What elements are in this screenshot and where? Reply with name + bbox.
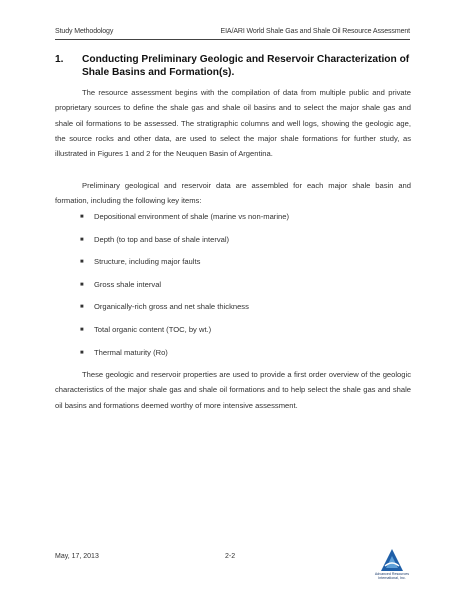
header-rule — [55, 39, 410, 40]
bullet-icon: ■ — [80, 326, 84, 333]
list-item-text: Depth (to top and base of shale interval) — [94, 234, 230, 244]
section-number: 1. — [55, 54, 64, 65]
bullet-icon: ■ — [80, 304, 84, 311]
list-item — [80, 256, 289, 279]
list-item-text: Thermal maturity (Ro) — [94, 347, 168, 357]
bullet-icon: ■ — [80, 259, 84, 266]
bullet-icon: ■ — [80, 214, 84, 220]
page-number: 2-2 — [225, 553, 236, 560]
list-item — [80, 301, 289, 324]
bullet-icon: ■ — [80, 236, 84, 243]
logo-text-line2: International, Inc. — [378, 576, 406, 580]
paragraph-key-items: Preliminary geological and reservoir data are assembled for each major shale basin and formation, including the following key items: — [55, 181, 411, 206]
running-header-left: Study Methodology — [55, 28, 114, 35]
list-item-text: Organically-rich gross and net shale thickness — [94, 302, 249, 312]
list-item-text: Total organic content (TOC, by wt.) — [94, 324, 212, 334]
bullet-icon: ■ — [80, 281, 84, 288]
footer-date: May, 17, 2013 — [55, 553, 99, 560]
running-header-right: EIA/ARI World Shale Gas and Shale Oil Resource Assessment — [220, 28, 410, 35]
list-item-text: Structure, including major faults — [94, 257, 201, 267]
paragraph-summary: These geologic and reservoir properties are used to provide a first order overview of the geologic characteristics of the major shale gas and shale oil formations and to help select the shale gas and shale oil basins and formations deemed worthy of more intensive assessment. — [55, 370, 411, 410]
section-title: Conducting Preliminary Geologic and Reservoir Characterization of Shale Basins and Formation(s). — [82, 54, 410, 78]
paragraph-intro: The resource assessment begins with the compilation of data from multiple public and private proprietary sources to define the shale gas and shale oil basins and to select the major shale gas and shale oil formations to be assessed. The stratigraphic columns and well logs, showing the geologic age, the source rocks and other data, are used to select the major shale formations for further study, as illustrated in Figures 1 and 2 for the Neuquen Basin of Argentina. — [55, 88, 411, 159]
logo-text-line1: Advanced Resources — [374, 572, 410, 576]
list-item — [80, 234, 289, 257]
list-item-text: Depositional environment of shale (marine vs non-marine) — [94, 212, 289, 221]
list-item — [80, 279, 289, 302]
list-item — [80, 324, 289, 347]
list-item — [80, 211, 289, 234]
logo-mark-icon — [380, 548, 404, 572]
list-item — [80, 347, 289, 370]
bullet-icon: ■ — [80, 349, 84, 356]
key-items-list — [80, 211, 289, 369]
company-logo — [370, 548, 414, 588]
list-item-text: Gross shale interval — [94, 279, 162, 289]
